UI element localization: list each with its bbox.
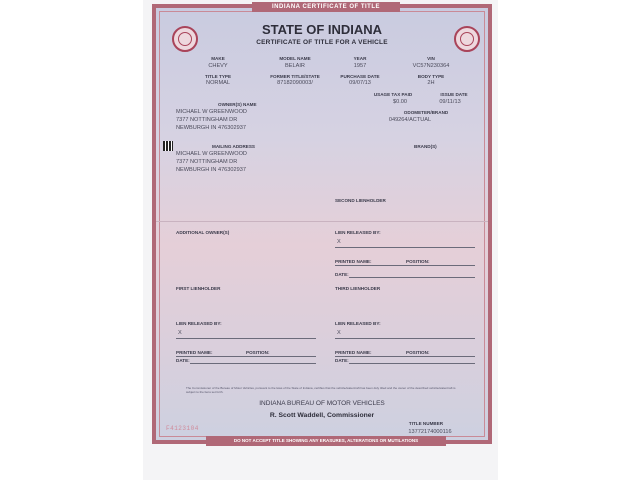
title-number-value: 13772174000116	[408, 429, 452, 435]
owner-street: 7377 NOTTINGHAM DR	[176, 117, 238, 123]
purchase-date-label: PURCHASE DATE	[340, 74, 380, 79]
printed-name-label: PRINTED NAME:	[335, 259, 372, 264]
printed-name-label: PRINTED NAME:	[335, 350, 372, 355]
position-label: POSITION:	[406, 350, 430, 355]
lien-x-mark: X	[337, 330, 341, 336]
odometer-label: ODOMETER/BRAND	[403, 110, 449, 115]
year-label: YEAR	[353, 56, 367, 61]
purchase-date-value: 09/07/13	[349, 80, 371, 86]
printed-name-line	[335, 265, 475, 266]
signature-line	[176, 338, 316, 339]
usage-tax-value: $0.00	[393, 99, 407, 105]
model-label: MODEL NAME	[279, 56, 311, 61]
warning-banner: DO NOT ACCEPT TITLE SHOWING ANY ERASURES, ALTERATIONS OR MUTILATIONS	[206, 436, 446, 446]
vin-value: VC57N230364	[412, 63, 450, 69]
printed-name-label: PRINTED NAME:	[176, 350, 213, 355]
additional-owners-label: ADDITIONAL OWNER(S)	[176, 230, 230, 235]
date-line	[349, 277, 475, 278]
top-banner: INDIANA CERTIFICATE OF TITLE	[252, 2, 400, 12]
date-label: DATE:	[335, 272, 349, 277]
owner-city: NEWBURGH IN 476302937	[176, 125, 246, 131]
date-line	[349, 363, 475, 364]
lien-released-label: LIEN RELEASED BY:	[335, 321, 381, 326]
agency-name: INDIANA BUREAU OF MOTOR VEHICLES	[259, 400, 385, 407]
second-lienholder-label: SECOND LIENHOLDER	[335, 198, 386, 203]
body-type-label: BODY TYPE	[417, 74, 445, 79]
lien-x-mark: X	[337, 239, 341, 245]
date-label: DATE:	[335, 358, 349, 363]
body-type-value: 2H	[427, 80, 435, 86]
lien-x-mark: X	[178, 330, 182, 336]
title-number-label: TITLE NUMBER	[408, 421, 444, 426]
former-title-value: 87182090003/	[277, 80, 313, 86]
first-lienholder-label: FIRST LIENHOLDER	[176, 286, 221, 291]
issue-date-value: 09/11/13	[439, 99, 461, 105]
usage-tax-label: USAGE TAX PAID	[373, 92, 413, 97]
model-value: BELAIR	[285, 63, 305, 69]
vin-label: VIN	[427, 56, 435, 61]
certification-fine-print: The Commissioner of the Bureau of Motor Vehicles, pursuant to the laws of the State of Indiana, certifies that the vehicle/watercraft has been duly titled and the owner of the described vehicle/watercraft is subject to the liens set forth.	[186, 386, 456, 394]
document-title: STATE OF INDIANA	[261, 22, 383, 37]
printed-name-line	[335, 356, 475, 357]
make-value: CHEVY	[208, 63, 228, 69]
fold-line	[156, 221, 488, 222]
owner-name: MICHAEL W GREENWOOD	[176, 109, 247, 115]
mailing-name: MICHAEL W GREENWOOD	[176, 151, 247, 157]
certificate-of-title	[152, 4, 492, 444]
title-type-label: TITLE TYPE	[204, 74, 232, 79]
position-label: POSITION:	[406, 259, 430, 264]
brands-label: BRAND(S)	[414, 144, 437, 149]
serial-number: F4123104	[166, 425, 199, 432]
signature-line	[335, 247, 475, 248]
lien-released-label: LIEN RELEASED BY:	[176, 321, 222, 326]
mailing-street: 7377 NOTTINGHAM DR	[176, 159, 238, 165]
mailing-city: NEWBURGH IN 476302937	[176, 167, 246, 173]
former-title-label: FORMER TITLE/STATE	[270, 74, 320, 79]
odometer-value: 049264/ACTUAL	[388, 117, 432, 123]
printed-name-line	[176, 356, 316, 357]
mailing-address-label: MAILING ADDRESS	[212, 144, 255, 149]
document-subtitle: CERTIFICATE OF TITLE FOR A VEHICLE	[256, 39, 388, 46]
qr-code-icon	[163, 141, 173, 151]
owner-label: OWNER(S) NAME	[218, 102, 257, 107]
lien-released-label: LIEN RELEASED BY:	[335, 230, 381, 235]
signature-line	[335, 338, 475, 339]
title-type-value: NORMAL	[206, 80, 230, 86]
commissioner-name: R. Scott Waddell, Commissioner	[269, 412, 375, 419]
third-lienholder-label: THIRD LIENHOLDER	[335, 286, 381, 291]
issue-date-label: ISSUE DATE	[440, 92, 468, 97]
position-label: POSITION:	[246, 350, 270, 355]
year-value: 1957	[353, 63, 367, 69]
date-label: DATE:	[176, 358, 190, 363]
date-line	[190, 363, 316, 364]
make-label: MAKE	[211, 56, 225, 61]
